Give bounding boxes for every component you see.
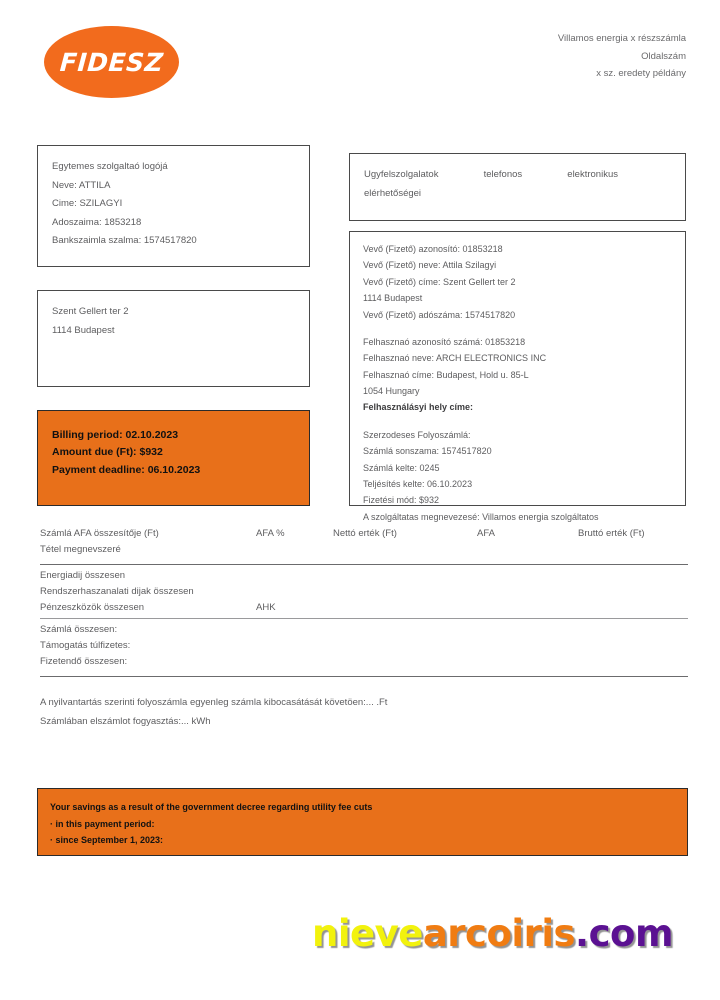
government-savings-content	[38, 789, 687, 859]
payer-tax-number: Vevő (Fizető) adószáma: 1574517820	[363, 309, 516, 320]
table-row	[40, 570, 688, 586]
user-country: 1054 Hungary	[363, 386, 420, 396]
customer-service-line-1	[364, 166, 618, 185]
usage-location-label: Felhasználásyi hely címe:	[363, 402, 474, 413]
table-header-afa: AFA	[477, 528, 495, 539]
table-row	[40, 586, 688, 602]
customer-service-line-2: elérhetőségei	[364, 187, 422, 199]
payer-block	[363, 241, 672, 323]
row-label: Pénzeszközök összesen	[40, 602, 145, 613]
supplier-logo-label: Egytemes szolgaltaó logójá	[52, 161, 168, 172]
watermark-part-arcoiris: arcoiris	[422, 912, 576, 955]
customer-service-content	[350, 154, 685, 215]
user-block	[363, 334, 672, 416]
vat-summary-table	[40, 528, 688, 677]
row-label: Energiadij összesen	[40, 570, 126, 581]
recipient-address-content	[38, 291, 309, 352]
table-total-row	[40, 656, 688, 672]
savings-this-period: · in this payment period:	[50, 818, 155, 829]
customer-service-word-2: telefonos	[483, 169, 523, 180]
note-consumption: Számlában elszámlot fogyasztás:... kWh	[40, 715, 211, 727]
recipient-address-box	[37, 290, 310, 387]
recipient-street: Szent Gellert ter 2	[52, 306, 129, 317]
site-watermark	[312, 912, 673, 955]
customer-details-box	[349, 231, 686, 522]
payment-deadline: Payment deadline: 06.10.2023	[52, 463, 201, 476]
invoice-notes	[40, 694, 640, 731]
supplier-tax-number: Adoszaima: 1853218	[52, 216, 142, 228]
table-row	[40, 602, 688, 618]
payer-city: 1114 Budapest	[363, 293, 423, 304]
user-name: Felhasznaó neve: ARCH ELECTRONICS INC	[363, 353, 547, 364]
total-label: Támogatás túlfizetes:	[40, 640, 131, 651]
billing-period: Billing period: 02.10.2023	[52, 429, 179, 441]
document-header	[386, 30, 686, 83]
customer-details-content	[350, 232, 685, 534]
table-subheader-row	[40, 544, 688, 560]
note-balance: A nyilvantartás szerinti folyoszámla egyenleg számla kibocasátását követöen:... .Ft	[40, 697, 388, 708]
supplier-name: Neve: ATTILA	[52, 179, 111, 191]
table-header-row	[40, 528, 688, 544]
payer-address: Vevő (Fizető) címe: Szent Gellert ter 2	[363, 276, 516, 287]
customer-service-word-3: elektronikus	[567, 169, 618, 180]
contract-account-label: Szerzodeses Folyoszámlá:	[363, 429, 471, 440]
user-id: Felhasznaó azonosító számá: 01853218	[363, 336, 526, 347]
row-afa-percent: AHK	[256, 602, 276, 613]
table-total-row	[40, 624, 688, 640]
amount-due: Amount due (Ft): $932	[52, 446, 163, 459]
total-label: Számlá összesen:	[40, 624, 118, 635]
fulfillment-date: Teljésítés kelte: 06.10.2023	[363, 478, 473, 489]
logo-ellipse-shape	[44, 26, 179, 98]
logo-text: FIDESZ	[58, 47, 165, 77]
supplier-info-box	[37, 145, 310, 267]
billing-summary-box	[37, 410, 310, 506]
total-label: Fizetendő összesen:	[40, 656, 128, 667]
row-label: Rendszerhaszanalati dijak összesen	[40, 586, 194, 597]
table-header-afa-percent: AFA %	[256, 528, 285, 539]
header-line-copy: x sz. eredety példány	[596, 68, 686, 80]
header-line-page: Oldalszám	[641, 50, 686, 62]
payer-name: Vevő (Fizető) neve: Attila Szilagyi	[363, 260, 497, 271]
supplier-address: Cime: SZILAGYI	[52, 198, 123, 210]
table-header-name: Számlá AFA összesítője (Ft)	[40, 528, 159, 539]
invoice-date: Számlá kelte: 0245	[363, 462, 440, 473]
savings-headline: Your savings as a result of the government decree regarding utility fee cuts	[50, 802, 373, 812]
table-bottom-divider	[40, 676, 688, 677]
customer-service-word-1: Ugyfelszolgalatok	[364, 169, 439, 180]
invoice-serial-number: Számlá sonszama: 1574517820	[363, 446, 492, 457]
company-logo	[44, 26, 179, 98]
government-savings-box	[37, 788, 688, 856]
watermark-part-tld: .com	[575, 912, 674, 955]
watermark-part-nieve: nieve	[312, 912, 423, 955]
table-header-brutto: Bruttó erték (Ft)	[578, 528, 645, 539]
service-description: A szolgáltatas megnevezesé: Villamos energia szolgáltatos	[363, 511, 599, 522]
savings-since-september: · since September 1, 2023:	[50, 835, 164, 846]
supplier-bank-account: Bankszaimla szalma: 1574517820	[52, 235, 197, 247]
user-address: Felhasznaó címe: Budapest, Hold u. 85-L	[363, 369, 529, 380]
recipient-city: 1114 Budapest	[52, 324, 115, 336]
invoice-meta-block	[363, 427, 672, 525]
table-total-row	[40, 640, 688, 656]
table-subheader-label: Tétel megnevszeré	[40, 544, 121, 555]
billing-summary-content	[38, 411, 309, 495]
table-header-netto: Nettó erték (Ft)	[333, 528, 397, 539]
customer-service-box	[349, 153, 686, 221]
supplier-info-content	[38, 146, 309, 263]
payment-method: Fizetési mód: $932	[363, 495, 440, 506]
payer-id: Vevő (Fizető) azonosító: 01853218	[363, 244, 503, 254]
header-line-title: Villamos energia x részszámla	[557, 33, 686, 44]
